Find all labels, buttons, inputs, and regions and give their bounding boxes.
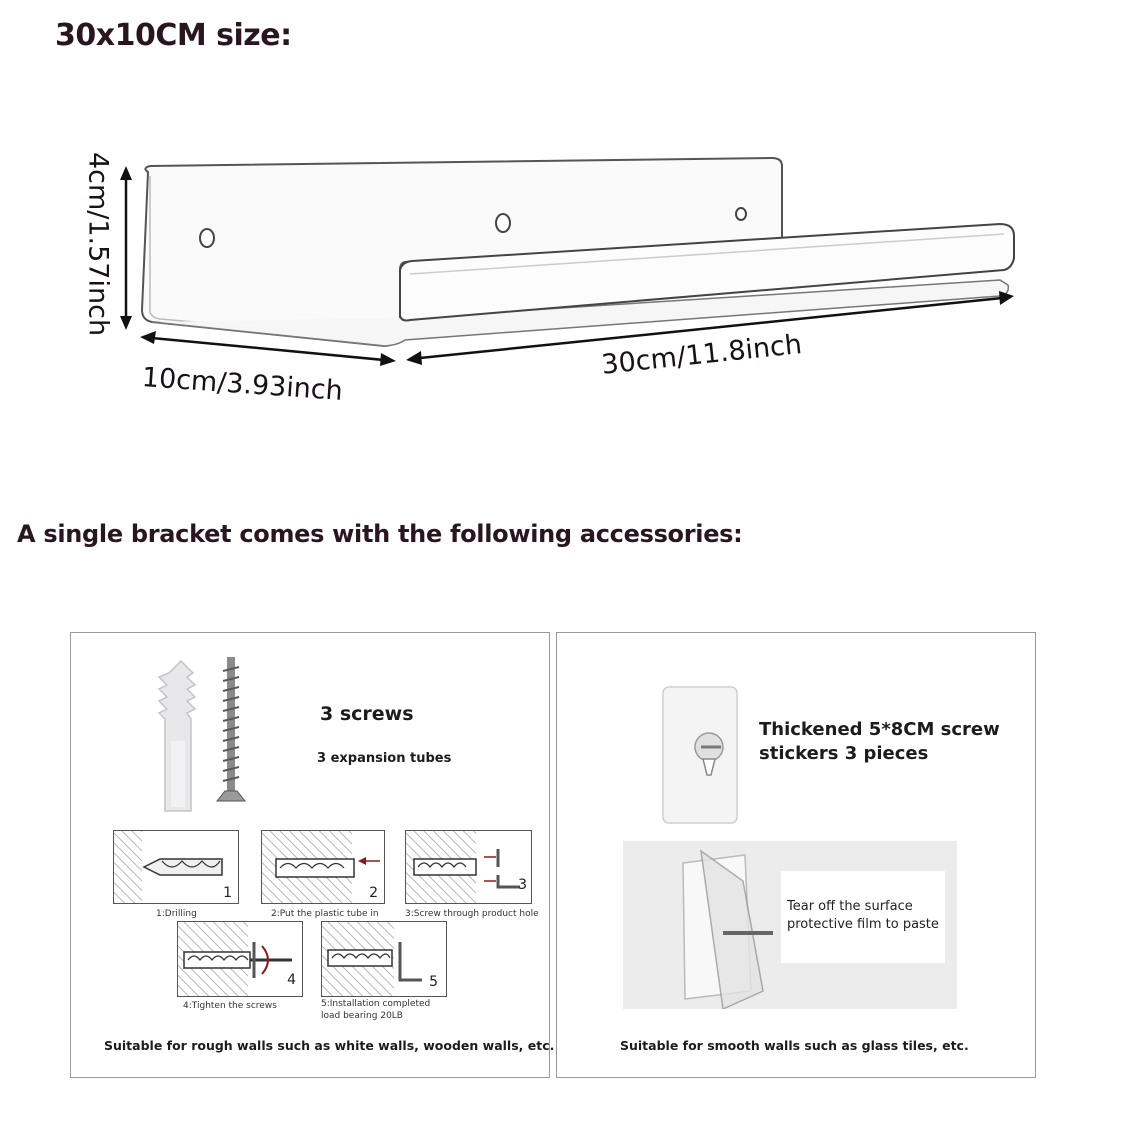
tear-label-line2: protective film to paste xyxy=(787,917,939,932)
step-number: 3 xyxy=(518,877,527,893)
rough-wall-accessories-panel xyxy=(70,632,555,1078)
length-label: 30cm/11.8inch xyxy=(600,328,804,381)
expansion-tube-icon xyxy=(159,661,195,811)
plastic-tube-icon xyxy=(276,859,354,877)
install-step-1 xyxy=(113,830,239,904)
smooth-wall-accessories-panel xyxy=(556,632,1036,1078)
rough-wall-footer: Suitable for rough walls such as white walls, wooden walls, etc. xyxy=(104,1038,555,1053)
mounting-hole xyxy=(496,214,510,232)
screw-icon xyxy=(217,657,245,801)
smooth-wall-footer: Suitable for smooth walls such as glass tiles, etc. xyxy=(620,1038,969,1053)
depth-label: 10cm/3.93inch xyxy=(140,362,344,407)
step-number: 1 xyxy=(223,885,232,901)
peel-film-image xyxy=(623,841,957,1009)
step-number: 5 xyxy=(429,974,438,990)
install-step-2 xyxy=(261,830,385,904)
install-step-5 xyxy=(321,921,447,997)
mounting-hole xyxy=(200,229,214,247)
step-caption: 3:Screw through product hole xyxy=(405,909,539,919)
bracket-icon xyxy=(400,942,422,980)
install-step-4 xyxy=(177,921,303,997)
step-number: 4 xyxy=(287,972,296,988)
page-title: 30x10CM size: xyxy=(55,18,292,53)
screws-label: 3 screws xyxy=(320,703,414,725)
height-label-wrap xyxy=(68,146,128,341)
step-caption-secondary: load bearing 20LB xyxy=(321,1011,403,1021)
screw-sticker-image xyxy=(661,685,741,825)
step-caption: 2:Put the plastic tube in xyxy=(271,909,379,919)
step-number: 2 xyxy=(369,885,378,901)
step-caption: 1:Drilling xyxy=(156,909,197,919)
install-step-3 xyxy=(405,830,532,904)
accessories-heading: A single bracket comes with the following accessories: xyxy=(17,520,743,548)
step-caption: 5:Installation completed xyxy=(321,999,431,1009)
height-label: 4cm/1.57inch xyxy=(82,151,114,336)
mounting-hole xyxy=(736,208,746,220)
tear-label-line1: Tear off the surface xyxy=(787,899,913,914)
anchor-and-screw-image xyxy=(151,651,261,821)
expansion-tubes-label: 3 expansion tubes xyxy=(317,751,452,766)
step-caption: 4:Tighten the screws xyxy=(183,1001,277,1011)
sticker-label-line2: stickers 3 pieces xyxy=(759,743,929,764)
sticker-label-line1: Thickened 5*8CM screw xyxy=(759,719,1000,740)
shelf-illustration xyxy=(0,0,1134,470)
